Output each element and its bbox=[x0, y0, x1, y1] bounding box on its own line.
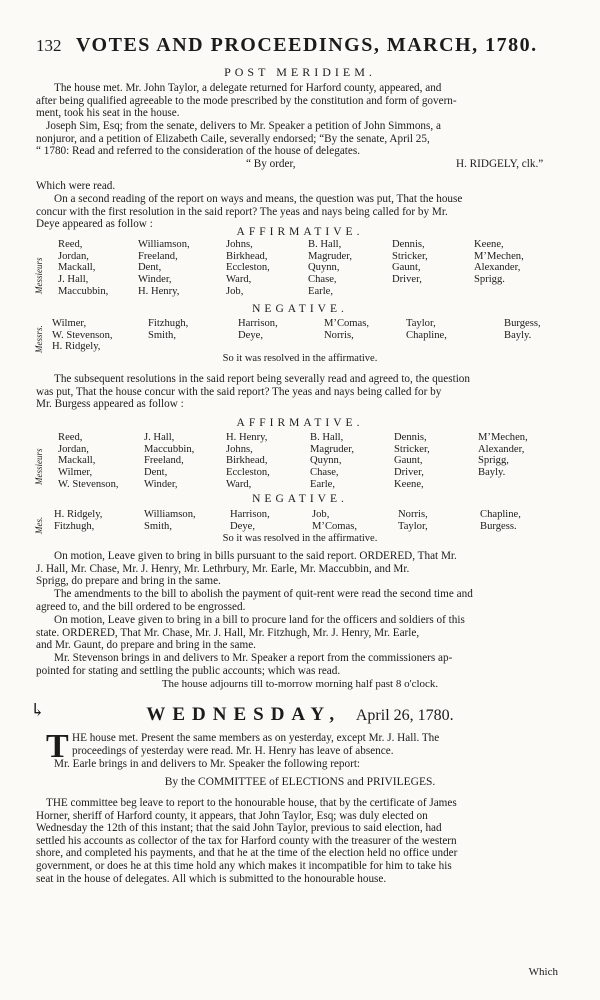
paragraph-commissioners-report bbox=[36, 652, 570, 677]
voter-name: Maccubbin, bbox=[58, 285, 109, 297]
voter-name: H. Henry, bbox=[226, 432, 268, 443]
voter-name: Bayly. bbox=[478, 467, 506, 479]
voter-name: Sprigg, bbox=[478, 455, 509, 467]
voter-name: Burgess. bbox=[480, 520, 517, 532]
paragraph-committee-report bbox=[36, 797, 570, 885]
voter-name: Winder, bbox=[138, 274, 172, 286]
voter-name: Earle, bbox=[308, 285, 333, 297]
voter-name: Dennis, bbox=[394, 432, 427, 443]
text-line: J. Hall, Mr. Chase, Mr. J. Henry, Mr. Lethrbury, Mr. Earle, Mr. Maccubbin, and Mr. bbox=[36, 562, 410, 575]
vote-column bbox=[58, 432, 119, 491]
voter-name: Eccleston, bbox=[226, 262, 270, 274]
voter-name: Magruder, bbox=[310, 443, 354, 455]
text-line: concur with the first resolution in the said report? The yeas and nays being called for by Mr. bbox=[36, 205, 448, 218]
text-line: after being qualified agreeable to the mode prescribed by the constitution and form of govern- bbox=[36, 94, 457, 107]
affirmative-heading: AFFIRMATIVE. bbox=[236, 417, 364, 429]
voter-name: Mackall, bbox=[58, 262, 96, 274]
text-line: Horner, sheriff of Harford county, it appears, that John Taylor, Esq; was duly elected on bbox=[36, 809, 428, 822]
voter-name: Chase, bbox=[308, 274, 337, 286]
text-line: The amendments to the bill to abolish the payment of quit-rent were read the second time and bbox=[54, 588, 473, 600]
voter-name: Gaunt, bbox=[392, 262, 421, 274]
voter-name: Deye, bbox=[230, 520, 255, 532]
text-line: The house met. Mr. John Taylor, a delegate returned for Harford county, appeared, and bbox=[54, 82, 442, 94]
affirmative-heading: AFFIRMATIVE. bbox=[236, 226, 364, 238]
negative-vote-table bbox=[48, 509, 568, 533]
running-title: VOTES AND PROCEEDINGS, MARCH, 1780. bbox=[76, 34, 538, 56]
page-number: 132 bbox=[36, 36, 62, 55]
negative-heading: NEGATIVE. bbox=[252, 493, 348, 505]
text-line: On motion, Leave given to bring in a bill to procure land for the officers and soldiers of this bbox=[54, 614, 465, 626]
text-line: government, or does he at this time hold any which makes it incompatible for him to take his bbox=[36, 859, 452, 872]
running-header bbox=[36, 34, 564, 58]
voter-name: Taylor, bbox=[406, 318, 436, 329]
post-meridiem-heading: POST MERIDIEM. bbox=[224, 65, 376, 79]
voter-name: Birkhead, bbox=[226, 455, 268, 467]
vote-column bbox=[308, 239, 352, 298]
text-line: pointed for stating and settling the public accounts; which was read. bbox=[36, 664, 341, 677]
vote-column bbox=[324, 318, 369, 341]
text-line: Wednesday the 12th of this instant; that the said John Taylor, previous to said election, had bbox=[36, 822, 442, 835]
vote-column bbox=[480, 509, 521, 532]
text-line: settled his accounts as collector of the tax for Harford county with the treasurer of the western bbox=[36, 834, 457, 847]
vote-column bbox=[310, 432, 354, 491]
voter-name: Earle, bbox=[310, 478, 335, 490]
voter-name: M’Mechen, bbox=[474, 250, 524, 262]
voter-name: Maccubbin, bbox=[144, 443, 195, 455]
paragraph-subsequent-resolutions bbox=[36, 373, 570, 411]
voter-name: Sprigg. bbox=[474, 274, 505, 286]
voter-name: Fitzhugh, bbox=[54, 520, 95, 532]
text-line: Deye appeared as follow : bbox=[36, 218, 153, 231]
affirmative-vote-table bbox=[48, 239, 568, 299]
by-order: “ By order, bbox=[246, 158, 296, 170]
drop-cap: T bbox=[46, 728, 69, 765]
vote-column bbox=[58, 239, 108, 298]
voter-name: Quynn, bbox=[310, 455, 342, 467]
voter-name: Stricker, bbox=[392, 250, 428, 262]
day-name: WEDNESDAY, bbox=[146, 704, 342, 725]
voter-name: Harrison, bbox=[230, 509, 270, 520]
voter-name: Driver, bbox=[392, 274, 422, 286]
voter-name: Chapline, bbox=[406, 329, 447, 341]
voter-name: Fitzhugh, bbox=[148, 318, 189, 329]
text-line: shore, and completed his payments, and that he at the time of the election held no office under bbox=[36, 847, 458, 860]
vote-column bbox=[238, 318, 278, 341]
messieurs-label: Messieurs bbox=[34, 257, 44, 294]
text-line: On a second reading of the report on ways and means, the question was put, That the house bbox=[54, 193, 463, 205]
voter-name: Eccleston, bbox=[226, 467, 270, 479]
negative-vote-table bbox=[48, 318, 568, 354]
voter-name: M’Comas, bbox=[312, 520, 358, 532]
vote-column bbox=[52, 318, 113, 353]
voter-name: Mackall, bbox=[58, 455, 96, 467]
day-date: April 26, 1780. bbox=[355, 707, 454, 724]
voter-name: Keene, bbox=[474, 239, 504, 250]
vote-column bbox=[312, 509, 357, 532]
voter-name: Bayly. bbox=[504, 329, 532, 341]
voter-name: Ward, bbox=[226, 478, 252, 490]
voter-name: Williamson, bbox=[138, 239, 190, 250]
voter-name: M’Comas, bbox=[324, 318, 370, 329]
voter-name: B. Hall, bbox=[310, 432, 344, 443]
voter-name: Smith, bbox=[148, 329, 176, 341]
day-heading bbox=[0, 704, 600, 726]
text-line: On motion, Leave given to bring in bills pursuant to the said report. ORDERED, That Mr. bbox=[54, 550, 457, 562]
text-line: The subsequent resolutions in the said report being severally read and agreed to, the question bbox=[54, 373, 470, 385]
voter-name: Ward, bbox=[226, 274, 252, 286]
vote-column bbox=[230, 509, 270, 532]
text-line: state. ORDERED, That Mr. Chase, Mr. J. Hall, Mr. Fitzhugh, Mr. J. Henry, Mr. Earle, bbox=[36, 626, 420, 639]
voter-name: Harrison, bbox=[238, 318, 278, 329]
voter-name: Job, bbox=[312, 509, 330, 520]
adjournment: The house adjourns till to-morrow morning half past 8 o'clock. bbox=[161, 678, 439, 690]
voter-name: Stricker, bbox=[394, 443, 430, 455]
voter-name: Driver, bbox=[394, 467, 424, 479]
voter-name: Birkhead, bbox=[226, 250, 268, 262]
voter-name: Alexander, bbox=[478, 443, 525, 455]
text-line: nonjuror, and a petition of Elizabeth Caile, severally endorsed; “By the senate, April 25, bbox=[36, 132, 430, 145]
clerk-signature: H. RIDGELY, clk.” bbox=[456, 158, 544, 170]
vote-column bbox=[394, 432, 430, 491]
committee-heading: By the COMMITTEE of ELECTIONS and PRIVILEGES. bbox=[164, 776, 436, 788]
text-line: Mr. Burgess appeared as follow : bbox=[36, 398, 184, 411]
resolution-result: So it was resolved in the affirmative. bbox=[222, 353, 378, 364]
voter-name: Alexander, bbox=[474, 262, 521, 274]
paragraph-earle-report: Mr. Earle brings in and delivers to Mr. Speaker the following report: bbox=[54, 758, 361, 770]
vote-column bbox=[226, 432, 270, 491]
text-line: HE house met. Present the same members as on yesterday, except Mr. J. Hall. The bbox=[72, 732, 440, 744]
messieurs-label: Messieurs bbox=[34, 448, 44, 485]
voter-name: H. Henry, bbox=[138, 285, 180, 297]
voter-name: Deye, bbox=[238, 329, 263, 341]
vote-column bbox=[474, 239, 524, 286]
voter-name: W. Stevenson, bbox=[58, 478, 119, 490]
text-line: Joseph Sim, Esq; from the senate, delivers to Mr. Speaker a petition of John Simmons, a bbox=[46, 120, 441, 132]
vote-column bbox=[144, 432, 194, 491]
affirmative-vote-table bbox=[48, 432, 568, 492]
voter-name: Chase, bbox=[310, 467, 339, 479]
voter-name: Quynn, bbox=[308, 262, 340, 274]
voter-name: Reed, bbox=[58, 432, 83, 443]
voter-name: Smith, bbox=[144, 520, 172, 532]
negative-heading: NEGATIVE. bbox=[252, 303, 348, 315]
paragraph-senate-petitions bbox=[36, 120, 570, 158]
vote-column bbox=[138, 239, 190, 298]
messrs-label: Messrs. bbox=[34, 325, 44, 353]
voter-name: H. Ridgely, bbox=[52, 341, 101, 353]
voter-name: Jordan, bbox=[58, 443, 89, 455]
voter-name: Magruder, bbox=[308, 250, 352, 262]
voter-name: Jordan, bbox=[58, 250, 89, 262]
text-line: seat in the house of delegates. All which is submitted to the honourable house. bbox=[36, 872, 387, 885]
voter-name: Norris, bbox=[324, 329, 354, 341]
voter-name: W. Stevenson, bbox=[52, 329, 113, 341]
voter-name: Reed, bbox=[58, 239, 83, 250]
resolution-result: So it was resolved in the affirmative. bbox=[222, 533, 378, 544]
vote-column bbox=[54, 509, 102, 532]
voter-name: Freeland, bbox=[144, 455, 184, 467]
voter-name: Chapline, bbox=[480, 509, 521, 520]
voter-name: Gaunt, bbox=[394, 455, 423, 467]
text-line: was put, That the house concur with the said report? The yeas and nays being called for by bbox=[36, 385, 442, 398]
voter-name: M’Mechen, bbox=[478, 432, 528, 443]
voter-name: Burgess, bbox=[504, 318, 541, 329]
voter-name: Johns, bbox=[226, 239, 253, 250]
paragraph-officers-land bbox=[36, 614, 570, 652]
vote-column bbox=[148, 318, 188, 341]
text-line: “ 1780: Read and referred to the consideration of the house of delegates. bbox=[36, 145, 361, 158]
voter-name: B. Hall, bbox=[308, 239, 342, 250]
voter-name: Wilmer, bbox=[52, 318, 87, 329]
vote-column bbox=[478, 432, 528, 479]
voter-name: Norris, bbox=[398, 509, 428, 520]
voter-name: Dent, bbox=[138, 262, 162, 274]
vote-column bbox=[144, 509, 196, 532]
text-line: Mr. Stevenson brings in and delivers to Mr. Speaker a report from the commissioners ap- bbox=[54, 652, 453, 664]
messrs-label: Mes. bbox=[34, 516, 44, 534]
voter-name: Winder, bbox=[144, 478, 178, 490]
voter-name: J. Hall, bbox=[58, 274, 89, 286]
voter-name: J. Hall, bbox=[144, 432, 175, 443]
margin-mark: ↳ bbox=[30, 700, 46, 720]
paragraph-house-met-wednesday bbox=[72, 732, 570, 757]
paragraph-quit-rent bbox=[36, 588, 570, 613]
voter-name: Job, bbox=[226, 285, 244, 297]
text-line: ment, took his seat in the house. bbox=[36, 107, 180, 120]
vote-column bbox=[392, 239, 428, 286]
vote-column bbox=[406, 318, 447, 341]
text-line: proceedings of yesterday were read. Mr. H. Henry has leave of absence. bbox=[72, 744, 394, 757]
vote-column bbox=[398, 509, 428, 532]
text-line: THE committee beg leave to report to the honourable house, that by the certificate of James bbox=[46, 797, 457, 809]
catchword: Which bbox=[528, 966, 558, 978]
voter-name: Freeland, bbox=[138, 250, 178, 262]
voter-name: Wilmer, bbox=[58, 467, 93, 479]
vote-column bbox=[226, 239, 270, 298]
voter-name: Taylor, bbox=[398, 520, 428, 532]
voter-name: Dent, bbox=[144, 467, 168, 479]
text-line: Sprigg, do prepare and bring in the same. bbox=[36, 575, 221, 588]
voter-name: H. Ridgely, bbox=[54, 509, 103, 520]
voter-name: Johns, bbox=[226, 443, 253, 455]
paragraph-leave-bills bbox=[36, 550, 570, 588]
voter-name: Keene, bbox=[394, 478, 424, 490]
voter-name: Williamson, bbox=[144, 509, 196, 520]
vote-column bbox=[504, 318, 541, 341]
voter-name: Dennis, bbox=[392, 239, 425, 250]
text-line: and Mr. Gaunt, do prepare and bring in the same. bbox=[36, 639, 256, 652]
paragraph-house-met bbox=[36, 82, 570, 120]
which-were-read: Which were read. bbox=[36, 180, 116, 192]
text-line: agreed to, and the bill ordered to be engrossed. bbox=[36, 600, 246, 613]
